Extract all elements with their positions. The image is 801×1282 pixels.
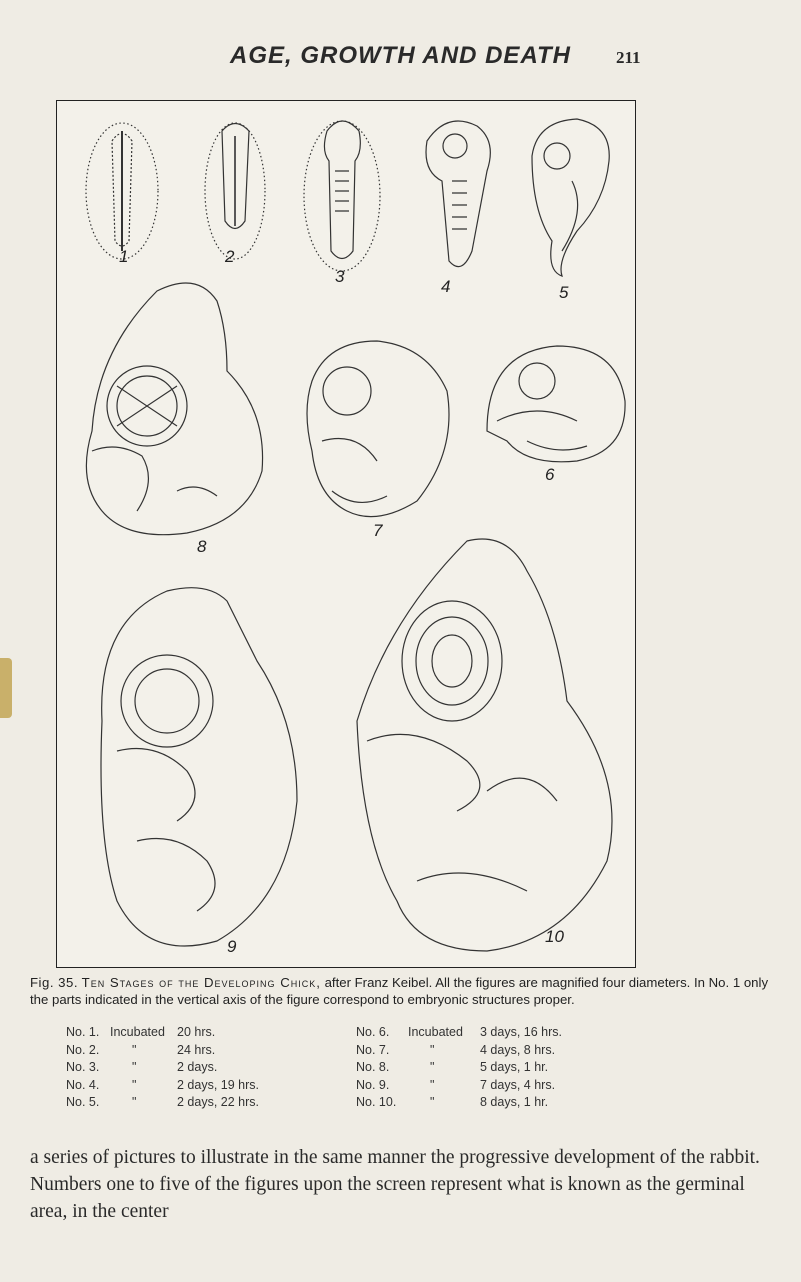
- legend-row: [66, 1024, 259, 1042]
- legend-incubated: ": [430, 1042, 435, 1057]
- figure-label-4: 4: [441, 277, 451, 296]
- embryo-stage-4: [426, 121, 490, 267]
- embryo-figure: [56, 100, 636, 968]
- legend-time: 20 hrs.: [177, 1025, 216, 1039]
- legend-row: [356, 1024, 562, 1042]
- legend-time: 2 days, 22 hrs.: [177, 1095, 259, 1109]
- figure-label-9: 9: [227, 937, 237, 956]
- legend-time: 2 days, 19 hrs.: [177, 1077, 259, 1092]
- legend-no: No. 5.: [66, 1095, 100, 1109]
- figure-label-5: 5: [559, 283, 569, 302]
- running-title: AGE, GROWTH AND DEATH: [230, 42, 571, 69]
- legend-row: [356, 1042, 562, 1060]
- legend-left: [66, 1024, 259, 1112]
- legend-incubated: ": [132, 1042, 137, 1057]
- figure-label-3: 3: [335, 267, 345, 286]
- legend-row: [66, 1077, 259, 1095]
- page-number: 211: [616, 48, 641, 67]
- legend-incubated: ": [132, 1077, 137, 1092]
- legend-row: [356, 1059, 562, 1077]
- legend-no: No. 6.: [356, 1025, 390, 1039]
- figure-label-10: 10: [545, 927, 564, 946]
- legend-no: No. 4.: [66, 1077, 100, 1092]
- legend-time: 5 days, 1 hr.: [480, 1060, 549, 1074]
- legend-time: 8 days, 1 hr.: [480, 1095, 549, 1109]
- embryo-stage-1: [86, 123, 158, 259]
- figure-label-7: 7: [373, 521, 383, 540]
- page-header: [0, 42, 801, 76]
- legend-right: [356, 1024, 562, 1112]
- embryo-illustrations: [57, 101, 635, 967]
- legend-incubated: Incubated: [110, 1025, 165, 1039]
- legend-row: [356, 1077, 562, 1095]
- legend-incubated: ": [430, 1077, 435, 1092]
- embryo-stage-9: [101, 588, 297, 946]
- legend-incubated: ": [132, 1095, 137, 1109]
- legend-time: 7 days, 4 hrs.: [480, 1077, 556, 1092]
- figure-label-1: 1: [119, 247, 129, 266]
- legend-time: 4 days, 8 hrs.: [480, 1042, 556, 1057]
- legend-no: No. 10.: [356, 1095, 397, 1109]
- legend-time: 24 hrs.: [177, 1042, 216, 1057]
- legend-no: No. 8.: [356, 1060, 390, 1074]
- legend-row: [66, 1042, 259, 1060]
- legend-row: [356, 1094, 562, 1112]
- embryo-stage-10: [357, 539, 612, 951]
- body-text: [30, 1144, 770, 1225]
- caption-title: Ten Stages of the Developing Chick,: [81, 975, 321, 990]
- legend-incubated: Incubated: [408, 1025, 463, 1039]
- legend-no: No. 1.: [66, 1025, 100, 1039]
- figure-label-8: 8: [197, 537, 207, 556]
- embryo-stage-7: [307, 341, 449, 517]
- figure-caption: [30, 974, 770, 1008]
- legend-row: [66, 1059, 259, 1077]
- legend-incubated: ": [430, 1060, 435, 1074]
- legend-no: No. 2.: [66, 1042, 100, 1057]
- legend-time: 3 days, 16 hrs.: [480, 1025, 562, 1039]
- embryo-stage-8: [86, 283, 262, 535]
- legend-no: No. 7.: [356, 1042, 390, 1057]
- embryo-stage-3: [304, 121, 380, 271]
- legend-time: 2 days.: [177, 1060, 218, 1074]
- embryo-stage-5: [532, 119, 609, 276]
- figure-label-6: 6: [545, 465, 555, 484]
- legend-row: [66, 1094, 259, 1112]
- legend-no: No. 9.: [356, 1077, 390, 1092]
- legend-incubated: ": [132, 1060, 137, 1074]
- legend-incubated: ": [430, 1095, 435, 1109]
- embryo-stage-2: [205, 123, 265, 259]
- caption-figure-number: Fig. 35.: [30, 975, 78, 990]
- embryo-stage-6: [487, 346, 625, 462]
- legend-no: No. 3.: [66, 1060, 100, 1074]
- page-edge-tab: [0, 658, 12, 718]
- figure-label-2: 2: [225, 247, 235, 266]
- body-paragraph: a series of pictures to illustrate in the same manner the progressive development of the rabbit. Numbers one to five of the figures upon the screen represent what is known as the germinal area, in the center: [30, 1147, 760, 1222]
- caption-text: after Franz Keibel. All the figures are magnified four diameters. In No. 1 only the parts indicated in the vertical axis of the figure correspond to embryonic structures proper.: [30, 975, 769, 1007]
